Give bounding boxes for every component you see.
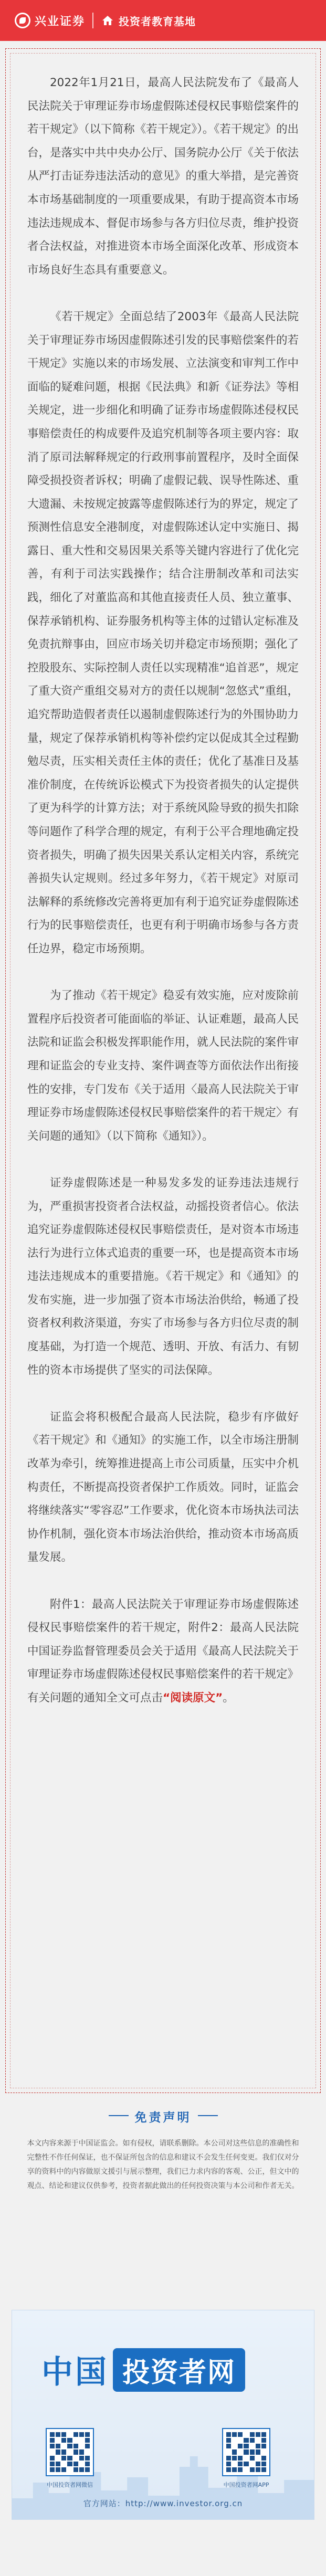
page-bottom-spacer — [0, 2525, 326, 2576]
article-paragraph-3: 为了推动《若干规定》稳妥有效实施，应对废除前置程序后投资者可能面临的举证、认证难题，最高人民法院和证监会积极发挥职能作用，就人民法院的案件审理和证监会的专业支持、案件调查等方面依法作出衔接性的安排，专门发布《关于适用〈最高人民法院关于审理证券市场虚假陈述侵权民事赔偿案件的若干规定〉有关问题的通知》（以下简称《通知》）。 — [27, 989, 299, 1143]
article-paragraph-6 — [27, 1593, 299, 1710]
disclaimer-title — [109, 2108, 218, 2125]
header-tagline: 投资者教育基地 — [119, 15, 196, 28]
wechat-qr-label: 中国投资者网微信 — [47, 2482, 93, 2488]
brand-logo-icon — [15, 13, 30, 28]
investor-network-banner[interactable] — [12, 2310, 314, 2520]
education-base-icon — [101, 14, 114, 27]
header-bar — [0, 0, 326, 41]
article-paragraph-5: 证监会将积极配合最高人民法院，稳步有序做好《若干规定》和《通知》的实施工作，以全市场注册制改革为牵引，统筹推进提高上市公司质量，压实中介机构责任，不断提高投资者保护工作质效。同时，证监会将继续落实“零容忍”工作要求，优化资本市场执法司法协作机制，强化资本市场法治供给，推动资本市场高质量发展。 — [27, 1410, 299, 1564]
title-rule-right — [198, 2115, 218, 2116]
banner-badge: 投资者网 — [113, 2348, 245, 2392]
attachment-text: 附件1：最高人民法院关于审理证券市场虚假陈述侵权民事赔偿案件的若干规定，附件2：最高人民法院 中国证券监督管理委员会关于适用《最高人民法院关于审理证券市场虚假陈述侵权民事赔偿案件的若干规定》有关问题的通知全文可点击 — [27, 1597, 299, 1705]
disclaimer-body: 本文内容来源于中国证监会。如有侵权，请联系删除。本公司对这些信息的准确性和完整性不作任何保证，也不保证所包含的信息和建议不会发生任何变更。我们仅对分享的资料中的内容做原文援引与展示整理，我们已力求内容的客观、公正，但文中的观点、结论和建议仅供参考，投资者据此做出的任何投资决策与本公司和作者无关。 — [27, 2139, 299, 2190]
attachment-tail: 。 — [223, 1691, 234, 1705]
banner-title: 中国 — [41, 2354, 109, 2391]
brand-name: 兴业证券 — [35, 15, 86, 28]
read-original-link[interactable]: “阅读原文” — [163, 1691, 223, 1705]
article-paragraph-2: 《若干规定》全面总结了2003年《最高人民法院关于审理证券市场因虚假陈述引发的民事赔偿案件的若干规定》实施以来的市场发展、立法演变和审判工作中面临的疑难问题，根据《民法典》和新《证券法》等相关规定，进一步细化和明确了证券市场虚假陈述侵权民事赔偿责任的构成要件及追究机制等各项主要内容：取消了原司法解释规定的行政刑事前置程序，及时全面保障受损投资者诉权；明确了虚假记载、误导性陈述、重大遗漏、未按规定披露等虚假陈述行为的界定，规定了预测性信息安全港制度，对虚假陈述认定中实施日、揭露日、重大性和交易因果关系等关键内容进行了优化完善，有利于司法实践操作；结合注册制改革和司法实践，细化了对董监高和其他直接责任人员、独立董事、保荐承销机构、证券服务机构等主体的过错认定标准及免责抗辩事由，回应市场关切并稳定市场预期；强化了控股股东、实际控制人责任以实现精准“追首恶”，规定了重大资产重组交易对方的责任以规制“忽悠式”重组，追究帮助造假者责任以遏制虚假陈述行为的外围协助力量，规定了保荐承销机构等补偿约定以促成其全过程勤勉尽责，压实相关责任主体的责任；优化了基准日及基准价制度，在传统诉讼模式下为投资者损失的认定提供了更为科学的计算方法；对于系统风险导致的损失扣除等问题作了科学合理的规定，有利于公平合理地确定投资者损失，明确了损失因果关系认定相关内容，系统完善损失认定规则。经过多年努力，《若干规定》对原司法解释的系统修改完善将更加有利于追究证券虚假陈述行为的民事赔偿责任，也更有利于明确市场参与各方责任边界，稳定市场预期。 — [27, 310, 299, 955]
article-paragraph-4: 证券虚假陈述是一种易发多发的证券违法违规行为，严重损害投资者合法权益，动摇投资者信心。依法追究证券虚假陈述侵权民事赔偿责任，是对资本市场违法行为进行立体式追责的重要一环，也是提高资本市场违法违规成本的重要措施。《若干规定》和《通知》的发布实施，进一步加强了资本市场法治供给，畅通了投资者权利救济渠道，夯实了市场参与各方归位尽责的制度基础，为打造一个规范、透明、开放、有活力、有韧性的资本市场提供了坚实的司法保障。 — [27, 1176, 299, 1377]
wechat-qr-code[interactable] — [46, 2428, 94, 2476]
article-body — [27, 71, 299, 1710]
disclaimer-section — [0, 2108, 326, 2193]
banner-website-url[interactable]: 官方网站：http://www.investor.org.cn — [83, 2499, 243, 2508]
app-qr-code[interactable] — [222, 2428, 270, 2476]
header-divider — [92, 13, 93, 28]
app-qr-label: 中国投资者网APP — [223, 2482, 269, 2488]
article-paragraph-1: 2022年1月21日，最高人民法院发布了《最高人民法院关于审理证券市场虚假陈述侵权民事赔偿案件的若干规定》（以下简称《若干规定》）。《若干规定》的出台，是落实中共中央办公厅、国务院办公厅《关于依法从严打击证券违法活动的意见》的重大举措，是完善资本市场基础制度的一项重要成果，有助于提高资本市场违法违规成本、督促市场参与各方归位尽责，维护投资者合法权益，对推进资本市场全面深化改革、形成资本市场良好生态具有重要意义。 — [27, 76, 299, 277]
title-rule-left — [109, 2115, 129, 2116]
disclaimer-title-text: 免责声明 — [134, 2111, 192, 2125]
